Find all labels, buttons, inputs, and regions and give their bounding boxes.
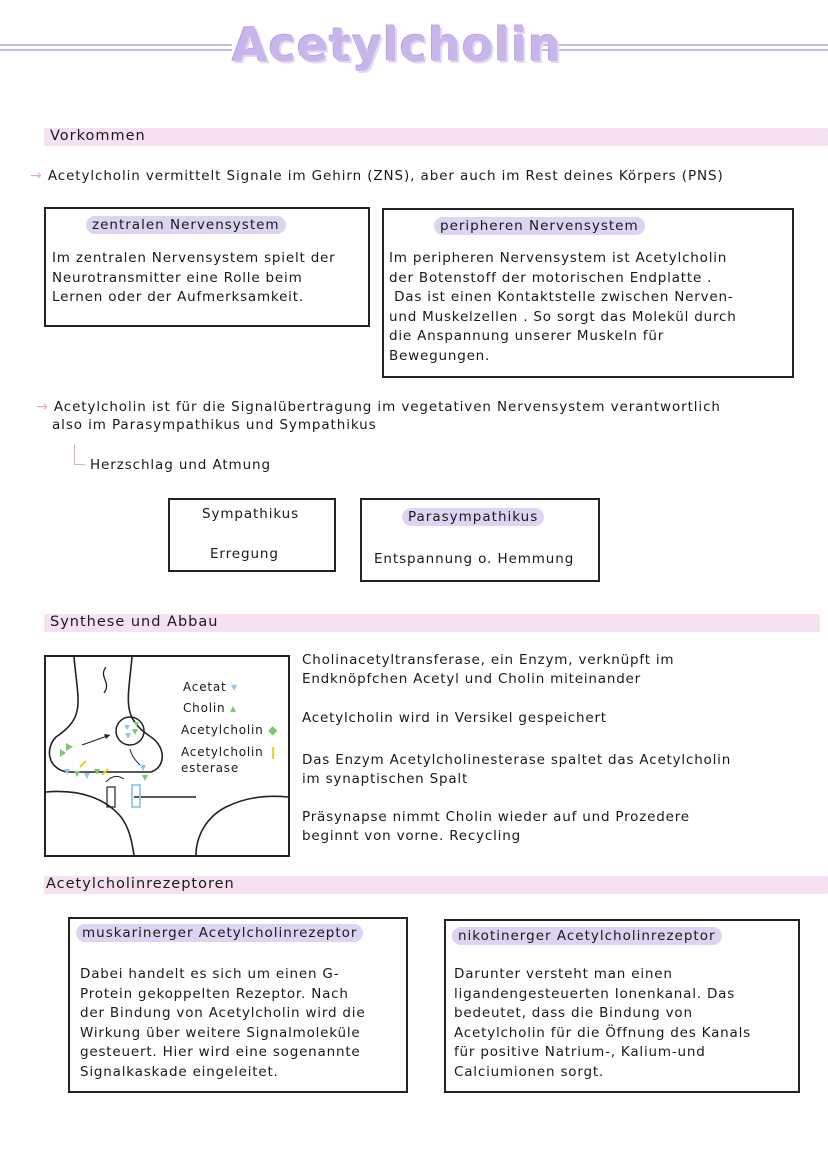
presynapse-outline	[49, 657, 162, 772]
acetat-icon: ▾	[231, 680, 238, 694]
zns-box-title: zentralen Nervensystem	[86, 216, 286, 234]
nikotin-box	[444, 919, 800, 1093]
arrow-right-icon: →	[30, 168, 43, 184]
sub-arrow-icon	[74, 444, 85, 465]
sympathikus-text: Erregung	[210, 546, 279, 562]
sympathikus-title: Sympathikus	[202, 506, 300, 522]
esterase-icon: ❙	[268, 745, 280, 759]
arrow-right-icon: →	[36, 399, 49, 415]
pns-box-title: peripheren Nervensystem	[434, 217, 645, 235]
section-heading-rezeptoren: Acetylcholinrezeptoren	[46, 876, 235, 892]
legend-acetat: Acetat ▾	[183, 680, 238, 694]
sympathikus-box	[168, 498, 336, 572]
parasympathikus-title: Parasympathikus	[402, 508, 544, 526]
axon-squiggle	[103, 667, 106, 693]
zns-box	[44, 207, 370, 327]
legend-cholin: Cholin ▴	[183, 701, 237, 715]
synapse-diagram	[44, 655, 290, 857]
vorkommen-intro: → Acetylcholin vermittelt Signale im Gehirn (ZNS), aber auch im Rest deines Körpers (PNS)	[30, 168, 724, 184]
muskarin-box	[68, 917, 408, 1093]
section-bar-vorkommen	[44, 128, 828, 146]
pns-box	[382, 208, 794, 378]
page-title: Acetylcholin	[232, 18, 562, 72]
postsynapse-outline	[46, 791, 288, 855]
herzschlag-atmung: Herzschlag und Atmung	[90, 457, 271, 473]
zns-box-text: Im zentralen Nervensystem spielt der Neurotransmitter eine Rolle beim Lernen oder der Aufmerksamkeit.	[52, 250, 336, 305]
muskarin-box-title: muskarinerger Acetylcholinrezeptor	[76, 924, 363, 942]
title-rule-right	[535, 44, 828, 51]
acetylcholin-icon: ◆	[268, 723, 279, 737]
title-rule-left	[0, 44, 232, 51]
section-heading-vorkommen: Vorkommen	[50, 128, 146, 144]
parasympathikus-box	[360, 498, 600, 582]
vegetativ-line-2: also im Parasympathikus und Sympathikus	[52, 417, 377, 433]
cholin-icon: ▴	[230, 701, 237, 715]
legend-esterase: Acetylcholin ❙ esterase	[181, 745, 280, 775]
receptor-right	[132, 785, 140, 807]
legend-acetylcholin: Acetylcholin ◆	[181, 723, 279, 737]
synthese-text: Cholinacetyltransferase, ein Enzym, verknüpft im Endknöpfchen Acetyl und Cholin miteinander Acetylcholin wird in Versikel gespeichert Das Enzym Acetylcholinesterase spaltet das Acetylcholin im synaptischen Spalt Präsynapse nimmt Cholin wieder auf und Prozedere beginnt von vorne. Recycling	[302, 652, 732, 844]
receptor-left	[107, 787, 115, 807]
nikotin-box-title: nikotinerger Acetylcholinrezeptor	[452, 927, 722, 945]
vegetativ-line-1: → Acetylcholin ist für die Signalübertragung im vegetativen Nervensystem verantwortlich	[36, 399, 721, 415]
pns-box-text: Im peripheren Nervensystem ist Acetylcholin der Botenstoff der motorischen Endplatte . Das ist einen Kontaktstelle zwischen Nerven- und Muskelzellen . So sorgt das Molekül durch die Anspannung unserer Muskeln für Bewegungen.	[389, 250, 737, 364]
nikotin-box-text: Darunter versteht man einen ligandengesteuerten Ionenkanal. Das bedeutet, dass die Bindung von Acetylcholin für die Öffnung des Kanals für positive Natrium-, Kalium-und Calciumionen sorgt.	[454, 966, 751, 1080]
muskarin-box-text: Dabei handelt es sich um einen G- Protein gekoppelten Rezeptor. Nach der Bindung von Acetylcholin wird die Wirkung über weitere Signalmoleküle gesteuert. Hier wird eine sogenannte Signalkaskade eingeleitet.	[80, 966, 366, 1080]
vesicle	[116, 717, 144, 745]
parasympathikus-text: Entspannung o. Hemmung	[374, 551, 575, 567]
section-heading-synthese: Synthese und Abbau	[50, 614, 219, 630]
